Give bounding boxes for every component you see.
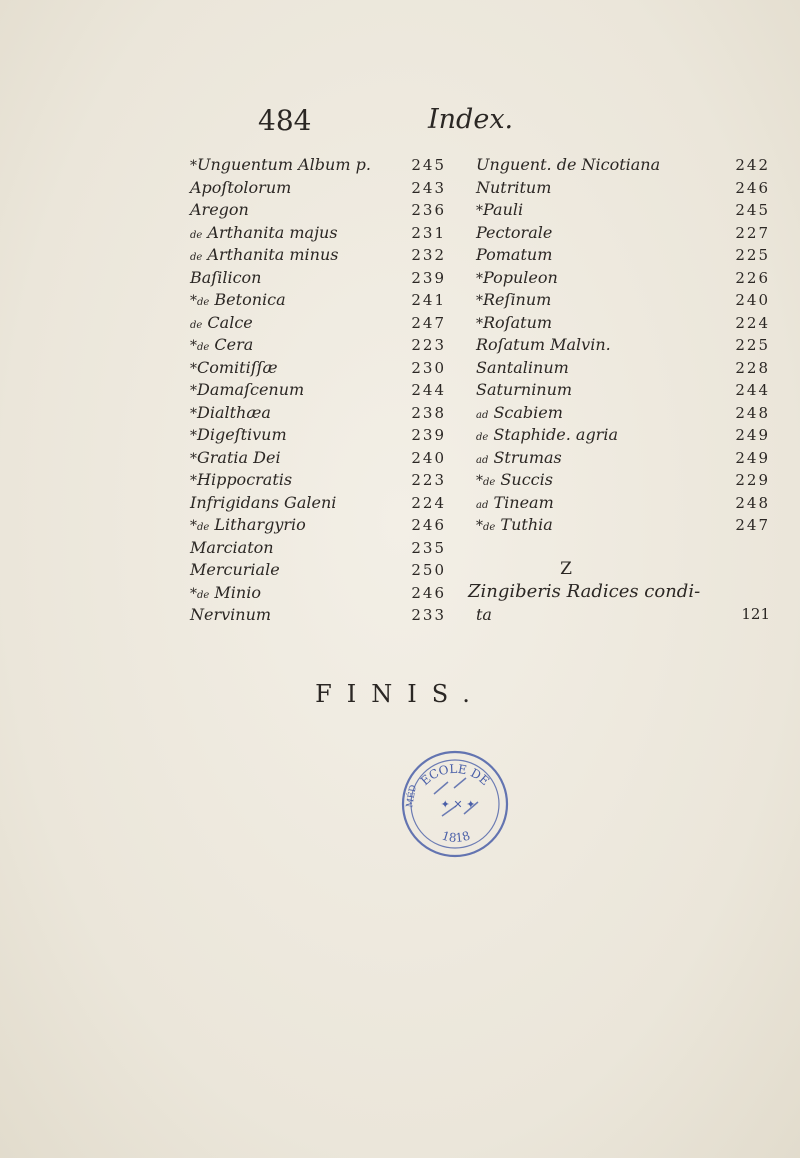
entry-text: Scabiem [493, 402, 563, 422]
entry-text: Populeon [483, 267, 558, 287]
library-stamp [394, 744, 516, 864]
stamp-left-text: MÉD [405, 784, 419, 809]
entry-text: Minio [214, 582, 261, 602]
asterisk-mark: * [190, 293, 197, 309]
asterisk-mark: * [190, 383, 197, 399]
entry-text: Hippocratis [197, 470, 293, 489]
entry-text: Mercuriale [190, 560, 280, 579]
entry-page-number: 246 [411, 583, 446, 602]
entry-text: Strumas [493, 447, 562, 467]
entry-page-number: 231 [411, 223, 446, 242]
entry-page-number: 121 [741, 604, 770, 623]
entry-page-number: 249 [735, 426, 770, 444]
entry-text: Tineam [493, 492, 554, 512]
asterisk-mark: * [190, 158, 197, 174]
entry-page-number: 244 [735, 381, 770, 399]
index-entry [190, 334, 458, 357]
entry-page-number: 248 [735, 493, 770, 512]
entry-page-number: 230 [411, 358, 446, 377]
entry-page-number: 245 [735, 201, 770, 219]
index-entry [190, 447, 458, 470]
entry-page-number: 249 [735, 448, 770, 467]
entry-page-number: 250 [411, 561, 446, 579]
entry-prefix: de [197, 342, 210, 353]
entry-text: ta [476, 604, 492, 624]
entry-text: Pomatum [476, 245, 553, 264]
page-number: 484 [258, 104, 312, 137]
index-entry [476, 334, 796, 357]
asterisk-mark: * [476, 473, 483, 489]
index-entry [190, 267, 458, 290]
entry-page-number: 246 [735, 178, 770, 197]
index-right-column [468, 154, 796, 627]
index-entry [476, 357, 796, 380]
entry-prefix: de [190, 229, 203, 241]
entry-text: Saturninum [476, 380, 573, 399]
index-entry [190, 402, 458, 425]
entry-text: Staphide. agria [493, 425, 618, 444]
index-entry [476, 514, 796, 537]
index-entry [190, 537, 458, 560]
entry-text: Betonica [214, 290, 286, 309]
entry-text: Baſilicon [190, 267, 262, 287]
entry-text: Unguentum Album p. [197, 155, 371, 174]
entry-page-number: 247 [411, 313, 446, 332]
entry-text: Roſatum Malvin. [476, 335, 611, 354]
entry-page-number: 233 [411, 606, 446, 624]
entry-page-number: 246 [411, 516, 446, 534]
index-entry [190, 177, 458, 200]
entry-text: Arthanita majus [207, 222, 338, 242]
entry-text: Roſatum [483, 312, 553, 332]
entry-page-number: 243 [411, 178, 446, 197]
entry-text: Digeſtivum [197, 425, 287, 444]
index-entry-zingiberis: Zingiberis Radices condi- [468, 580, 701, 602]
entry-text: Pauli [483, 200, 524, 219]
index-entry [190, 559, 458, 582]
entry-page-number: 224 [735, 313, 770, 332]
entry-text: Infrigidans Galeni [190, 492, 337, 512]
index-entry [476, 469, 796, 492]
finis-text: FINIS. [315, 680, 485, 708]
index-entry [190, 379, 458, 402]
entry-prefix: ad [476, 409, 489, 421]
asterisk-mark: * [476, 293, 483, 309]
entry-text: Gratia Dei [197, 447, 281, 467]
index-entry [476, 379, 796, 402]
index-entry [190, 312, 458, 335]
entry-text: Comitiſſæ [197, 357, 278, 377]
entry-page-number: 229 [735, 471, 770, 489]
asterisk-mark: * [476, 518, 483, 534]
entry-prefix: de [476, 432, 489, 443]
entry-text: Succis [500, 470, 553, 489]
entry-page-number: 238 [411, 403, 446, 422]
entry-prefix: de [483, 477, 496, 488]
entry-prefix: ad [476, 454, 489, 466]
index-entry [476, 199, 796, 222]
asterisk-mark: * [190, 428, 197, 444]
index-entry [476, 177, 796, 200]
entry-prefix: de [197, 522, 210, 533]
section-letter-z: Z [560, 558, 572, 579]
entry-text: Marciaton [190, 537, 274, 557]
index-entry [476, 402, 796, 425]
running-title: Index. [428, 104, 514, 135]
entry-page-number: 224 [411, 493, 446, 512]
entry-page-number: 235 [411, 538, 446, 557]
asterisk-mark: * [476, 270, 483, 287]
index-entry [476, 267, 796, 290]
index-entry [190, 222, 458, 245]
entry-page-number: 248 [735, 403, 770, 422]
entry-page-number: 239 [411, 268, 446, 287]
asterisk-mark: * [190, 518, 197, 534]
index-entry-zingiberis-cont [476, 605, 796, 627]
entry-text: Cera [214, 335, 254, 354]
entry-text: Santalinum [476, 357, 569, 377]
index-entry [190, 357, 458, 380]
asterisk-mark: * [190, 338, 197, 354]
asterisk-mark: * [190, 405, 197, 422]
entry-page-number: 241 [411, 291, 446, 309]
entry-text: Damaſcenum [197, 380, 305, 399]
entry-text: Nutritum [476, 177, 552, 197]
entry-prefix: de [190, 319, 203, 331]
entry-prefix: de [190, 252, 203, 263]
asterisk-mark: * [190, 360, 197, 377]
index-left-column [190, 154, 458, 627]
index-entry [190, 244, 458, 267]
asterisk-mark: * [190, 585, 197, 602]
entry-page-number: 228 [735, 358, 770, 377]
index-entry [476, 222, 796, 245]
entry-page-number: 236 [411, 201, 446, 219]
asterisk-mark: * [190, 450, 197, 467]
index-entry [190, 289, 458, 312]
entry-prefix: de [197, 589, 210, 601]
entry-page-number: 225 [735, 246, 770, 264]
asterisk-mark: * [190, 473, 197, 489]
index-entry [190, 154, 458, 177]
entry-page-number: 232 [411, 246, 446, 264]
entry-prefix: ad [476, 499, 489, 511]
entry-page-number: 240 [735, 291, 770, 309]
entry-page-number: 240 [411, 448, 446, 467]
entry-prefix: de [483, 522, 496, 533]
index-entry [476, 154, 796, 177]
entry-text: Tuthia [500, 515, 553, 534]
entry-text: Unguent. de Nicotiana [476, 155, 661, 174]
entry-text: Dialthæa [197, 402, 271, 422]
page-header [0, 104, 800, 144]
entry-text: Arthanita minus [207, 245, 339, 264]
entry-page-number: 239 [411, 426, 446, 444]
index-entry [190, 424, 458, 447]
index-entry [476, 312, 796, 335]
spacer [476, 537, 796, 559]
entry-page-number: 223 [411, 336, 446, 354]
entry-text: Nervinum [190, 605, 272, 624]
entry-page-number: 247 [735, 516, 770, 534]
index-entry [190, 514, 458, 537]
entry-page-number: 242 [735, 156, 770, 174]
asterisk-mark: * [476, 203, 483, 219]
index-entry [190, 199, 458, 222]
index-entry [476, 244, 796, 267]
entry-text: Apoſtolorum [190, 177, 292, 197]
svg-text:✦ ✕ ✦: ✦ ✕ ✦ [440, 798, 476, 811]
entry-page-number: 225 [735, 336, 770, 354]
index-entry [476, 492, 796, 515]
stamp-top-text: ECOLE DE [417, 761, 493, 789]
entry-text: Calce [207, 312, 253, 332]
index-entry [476, 447, 796, 470]
entry-page-number: 223 [411, 471, 446, 489]
asterisk-mark: * [476, 315, 483, 332]
entry-page-number: 245 [411, 156, 446, 174]
index-entry [190, 492, 458, 515]
index-entry [190, 604, 458, 627]
entry-prefix: de [197, 297, 210, 308]
index-entry [476, 424, 796, 447]
entry-text: Pectorale [476, 222, 553, 242]
entry-text: Reſinum [483, 290, 552, 309]
stamp-bottom-text: 1818 [440, 828, 472, 846]
index-entry [476, 289, 796, 312]
entry-text: Lithargyrio [214, 515, 306, 534]
entry-page-number: 227 [735, 223, 770, 242]
index-entry [190, 582, 458, 605]
entry-page-number: 244 [411, 381, 446, 399]
entry-text: Aregon [190, 200, 249, 219]
entry-page-number: 226 [735, 268, 770, 287]
index-entry [190, 469, 458, 492]
